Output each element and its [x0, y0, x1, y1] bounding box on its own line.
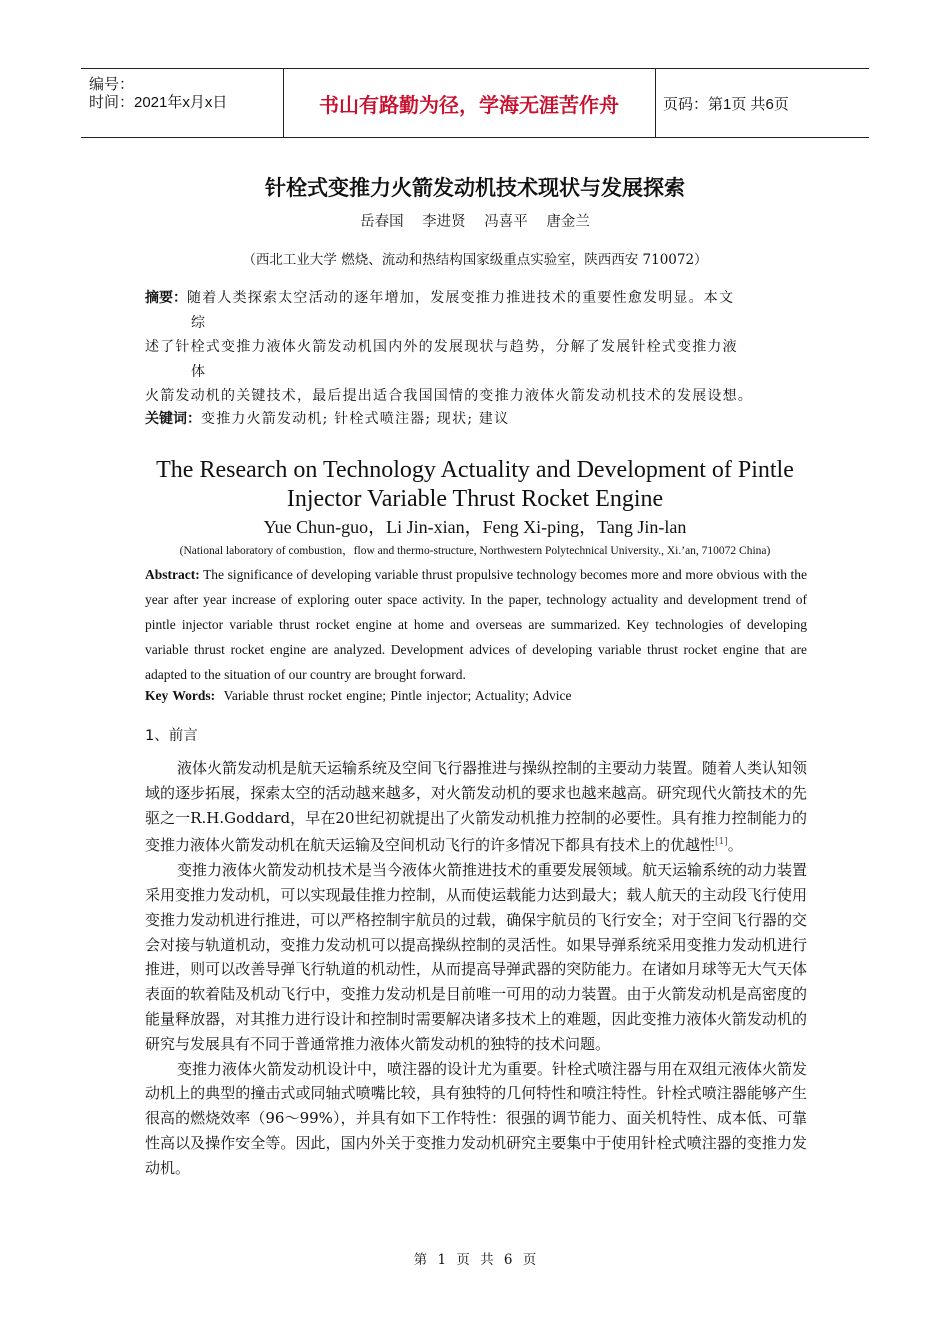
title-chinese: 针栓式变推力火箭发动机技术现状与发展探索 [265, 176, 685, 200]
body-text [145, 756, 807, 1181]
keywords-label: 关键词： [145, 411, 201, 427]
section-heading: 1、前言 [145, 728, 198, 744]
abstract-chinese [145, 286, 807, 409]
abstract-line: 随着人类探索太空活动的逐年增加，发展变推力推进技术的重要性愈发明显。本文 [187, 290, 735, 306]
abstract-line: 体 [191, 363, 207, 380]
header-meta [81, 69, 284, 137]
keywords-text: 变推力火箭发动机; 针栓式喷注器; 现状; 建议 [201, 411, 510, 427]
date-label: 时间：2021年x月x日 [89, 94, 228, 111]
abstract-line: 述了针栓式变推力液体火箭发动机国内外的发展现状与趋势，分解了发展针栓式变推力液 [145, 339, 738, 355]
title-english [0, 456, 950, 514]
abstract-line: 火箭发动机的关键技术，最后提出适合我国国情的变推力液体火箭发动机技术的发展设想。 [145, 388, 753, 404]
keywords-en-label: Key Words: [145, 688, 216, 703]
affiliation-english: (National laboratory of combustion，flow and thermo-structure, Northwestern Polytechnical University., Xi.’an, 710072 China) [179, 545, 771, 557]
paragraph: 变推力液体火箭发动机技术是当今液体火箭推进技术的重要发展领域。航天运输系统的动力装置采用变推力发动机，可以实现最佳推力控制，从而使运载能力达到最大；载人航天的主动段飞行使用变推力发动机进行推进，可以严格控制宇航员的过载，确保宇航员的飞行安全；对于空间飞行器的交会对接与轨道机动，变推力发动机可以提高操纵控制的灵活性。如果导弹系统采用变推力发动机进行推进，则可以改善导弹飞行轨道的机动性，从而提高导弹武器的突防能力。在诸如月球等无大气天体表面的软着陆及机动飞行中，变推力发动机是目前唯一可用的动力装置。由于火箭发动机是高密度的能量释放器，对其推力进行设计和控制时需要解决诸多技术上的难题，因此变推力液体火箭发动机的研究与发展具有不同于普通常推力液体火箭发动机的独特的技术问题。 [145, 861, 808, 1053]
paragraph [145, 756, 807, 858]
affiliation-chinese: （西北工业大学 燃烧、流动和热结构国家级重点实验室，陕西西安 710072） [242, 252, 708, 268]
page-header [81, 68, 869, 138]
authors-english: Yue Chun-guo，Li Jin-xian，Feng Xi-ping，Tang Jin-lan [263, 517, 687, 537]
paragraph: 变推力液体火箭发动机设计中，喷注器的设计尤为重要。针栓式喷注器与用在双组元液体火箭发动机上的典型的撞击式或同轴式喷嘴比较，具有独特的几何特性和喷注特性。针栓式喷注器能够产生很高的燃烧效率（96～99%），并具有如下工作特性：很强的调节能力、面关机特性、成本低、可靠性高以及操作安全等。因此，国内外关于变推力发动机研究主要集中于使用针栓式喷注器的变推力发动机。 [145, 1059, 808, 1177]
page-footer: 第 1 页 共 6 页 [413, 1252, 537, 1268]
number-label: 编号： [89, 76, 135, 93]
keywords-en-text: Variable thrust rocket engine; Pintle injector; Actuality; Advice [223, 688, 572, 703]
abstract-english [145, 562, 807, 687]
keywords-chinese [145, 408, 807, 428]
abstract-label: 摘要： [145, 290, 187, 306]
header-motto: 书山有路勤为径，学海无涯苦作舟 [283, 69, 656, 137]
paragraph-text: 液体火箭发动机是航天运输系统及空间飞行器推进与操纵控制的主要动力装置。随着人类认知领域的逐步拓展，探索太空的活动越来越多，对火箭发动机的要求也越来越高。研究现代火箭技术的先驱之一R.H.Goddard，早在20世纪初就提出了火箭发动机推力控制的必要性。具有推力控制能力的变推力液体火箭发动机在航天运输及空间机动飞行的许多情况下都具有技术上的优越性 [145, 759, 808, 855]
citation-ref[interactable]: [1] [715, 837, 728, 848]
title-english-line: The Research on Technology Actuality and Development of Pintle [156, 457, 794, 483]
abstract-en-text: The significance of developing variable thrust propulsive technology becomes more and more obvious with the year after year increase of exploring outer space activity. In the paper, technology actuality and development trend of pintle injector variable thrust rocket engine at home and overseas are summarized. Key technologies of developing variable thrust rocket engine are analyzed. Development advices of developing variable thrust rocket engine that are adapted to the situation of our country are brought forward. [145, 567, 807, 682]
paragraph-end: 。 [727, 836, 743, 855]
keywords-english [145, 688, 807, 704]
abstract-line: 综 [191, 314, 207, 331]
abstract-en-label: Abstract: [145, 567, 200, 582]
authors-chinese: 岳春国 李进贤 冯喜平 唐金兰 [360, 214, 590, 230]
header-page-info: 页码：第1页 共6页 [663, 96, 789, 113]
title-english-line: Injector Variable Thrust Rocket Engine [286, 486, 664, 512]
